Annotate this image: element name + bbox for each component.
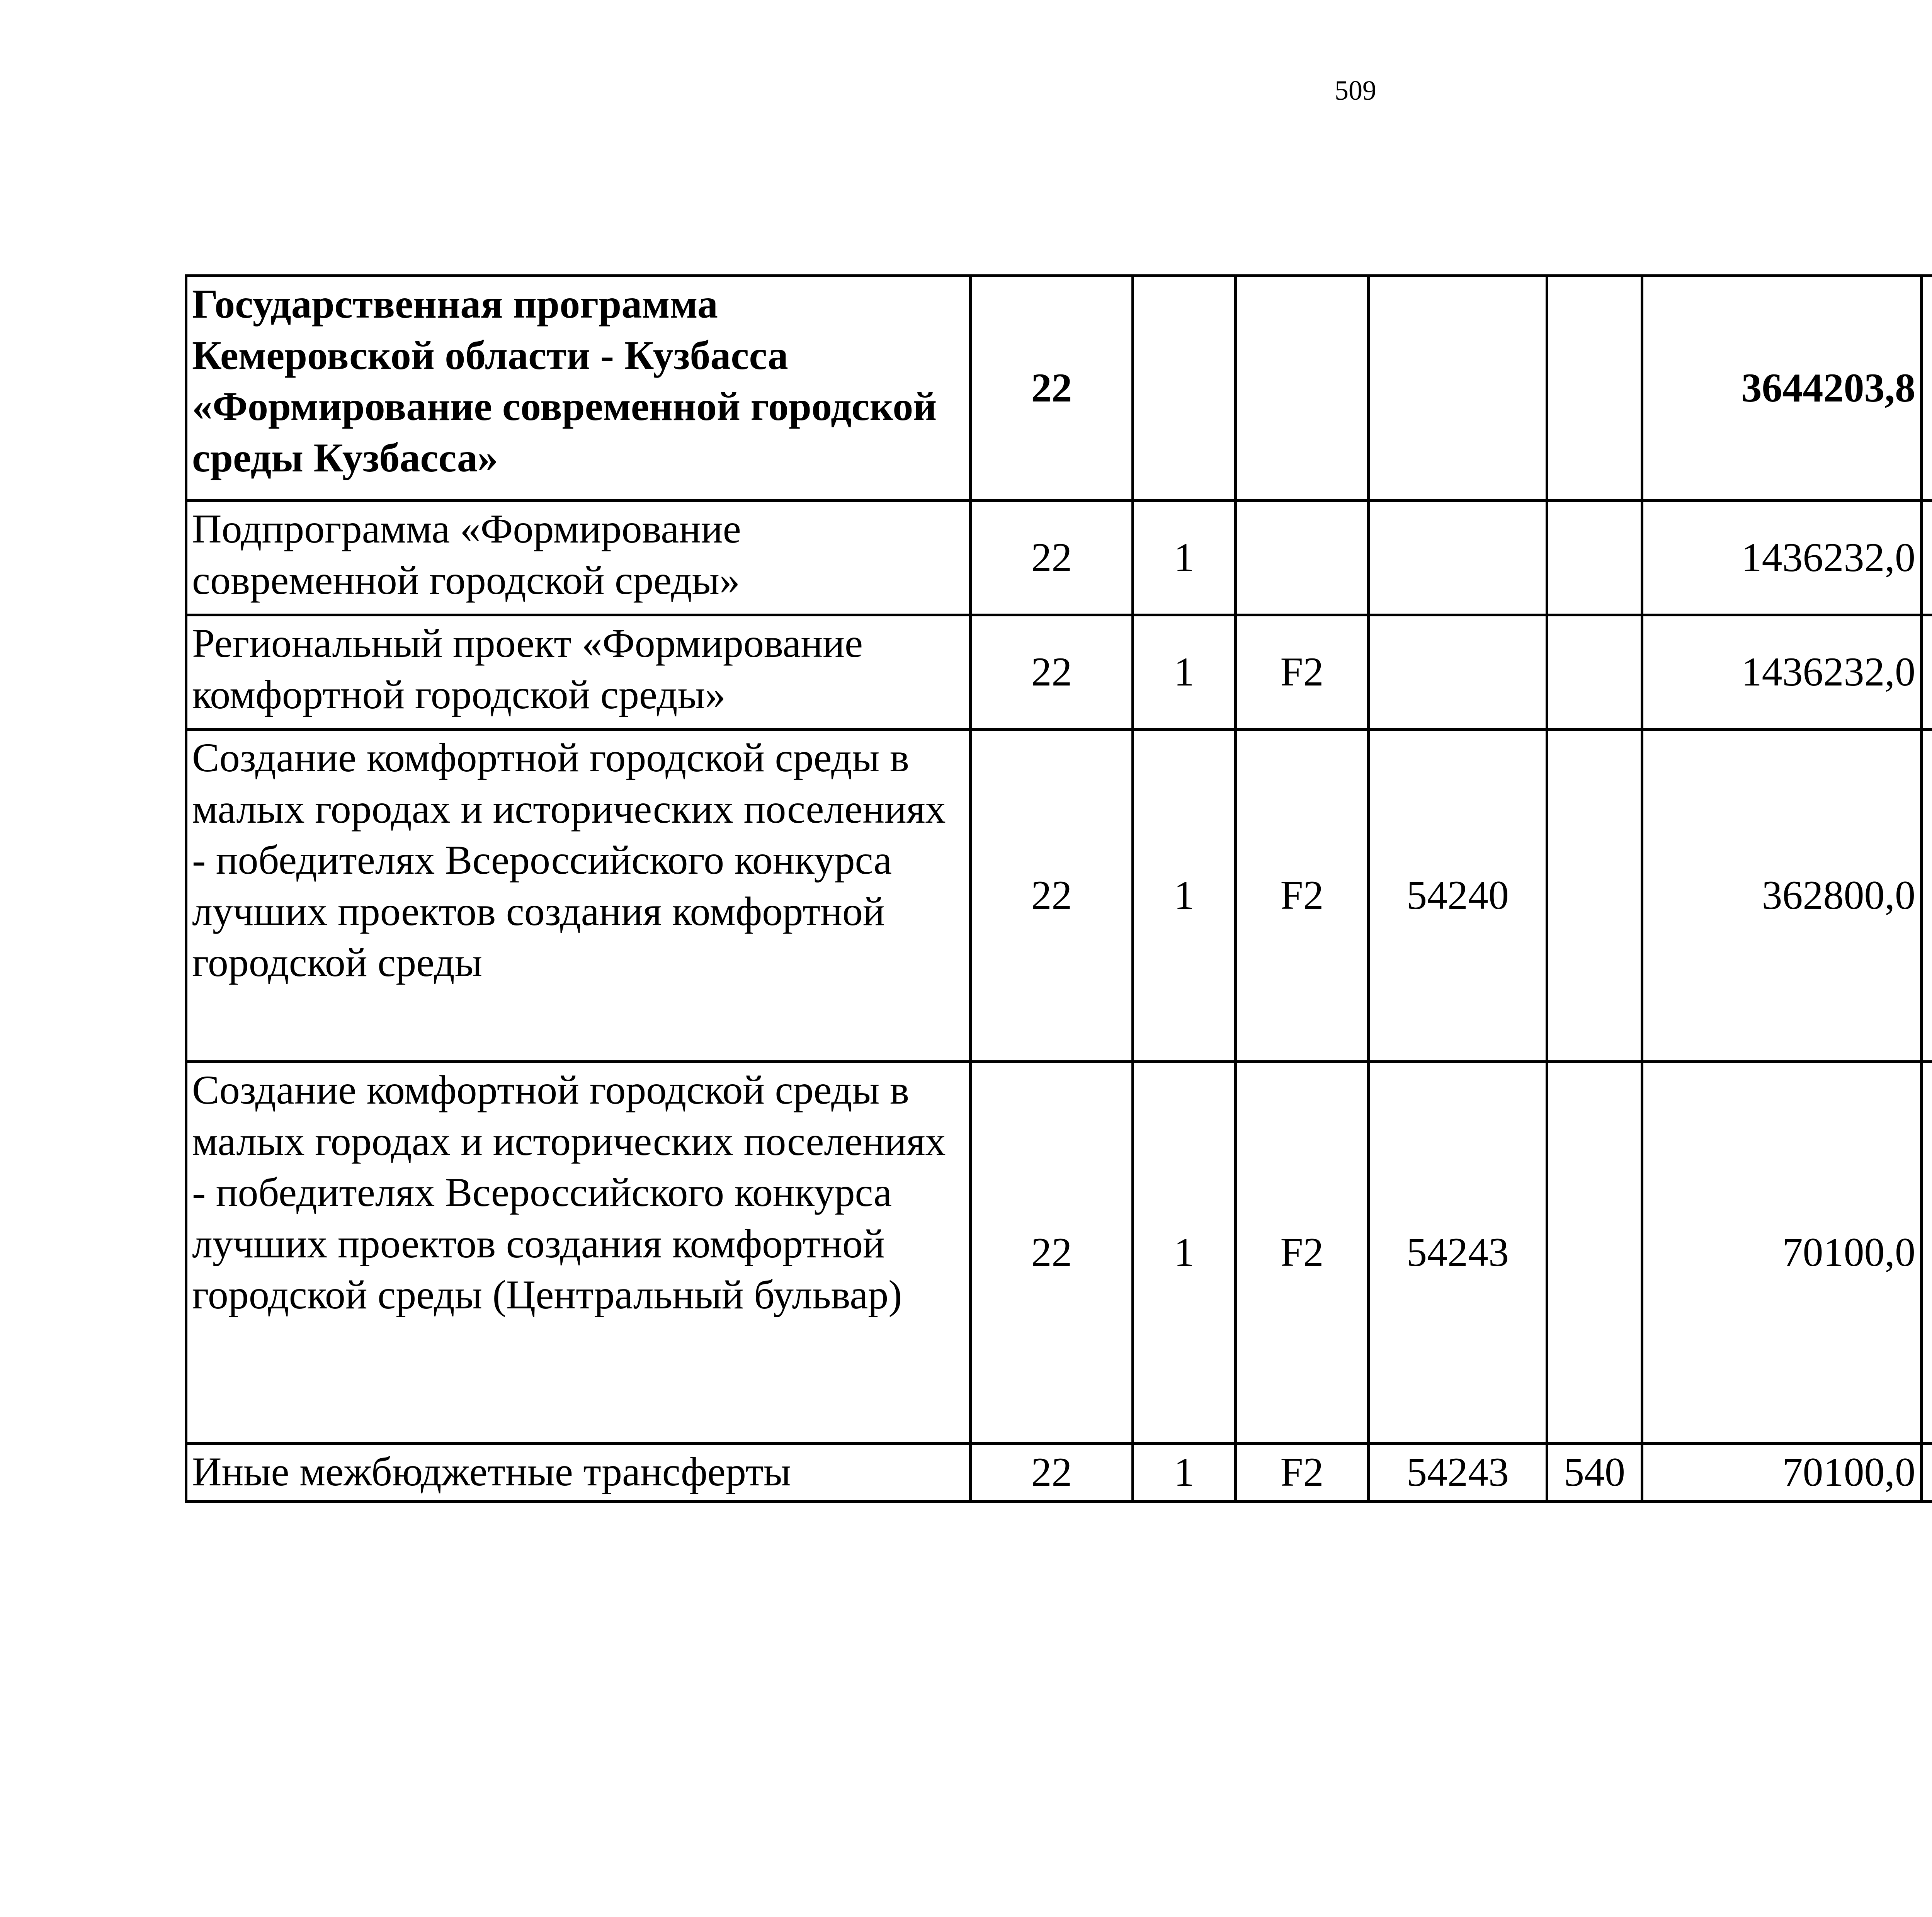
direction-code-cell: 54243 bbox=[1369, 1444, 1547, 1502]
budget-table bbox=[185, 274, 1932, 1503]
row-name: Государственная программа Кемеровской области - Кузбасса «Формирование современной городской среды Кузбасса» bbox=[186, 276, 971, 501]
program-code-cell: 22 bbox=[971, 730, 1133, 1062]
program-code-cell: 22 bbox=[971, 276, 1133, 501]
expense-type-cell bbox=[1547, 501, 1642, 615]
direction-code-cell bbox=[1369, 276, 1547, 501]
project-code-cell bbox=[1236, 276, 1369, 501]
amount-cell: 70100,0 bbox=[1642, 1444, 1922, 1502]
subprogram-code-cell: 1 bbox=[1133, 615, 1236, 730]
amount-cell bbox=[1922, 276, 1932, 501]
page-number: 509 bbox=[1335, 75, 1376, 106]
amount-cell: 3644203,8 bbox=[1642, 276, 1922, 501]
amount-cell bbox=[1922, 615, 1932, 730]
subprogram-code-cell bbox=[1133, 276, 1236, 501]
row-name: Региональный проект «Формирование комфортной городской среды» bbox=[186, 615, 971, 730]
project-code-cell: F2 bbox=[1236, 1062, 1369, 1444]
direction-code-cell: 54240 bbox=[1369, 730, 1547, 1062]
amount-cell bbox=[1922, 730, 1932, 1062]
table-row bbox=[186, 1444, 1932, 1502]
expense-type-cell bbox=[1547, 276, 1642, 501]
amount-cell bbox=[1922, 501, 1932, 615]
direction-code-cell: 54243 bbox=[1369, 1062, 1547, 1444]
subprogram-code-cell: 1 bbox=[1133, 1444, 1236, 1502]
amount-cell: 362800,0 bbox=[1642, 730, 1922, 1062]
expense-type-cell: 540 bbox=[1547, 1444, 1642, 1502]
expense-type-cell bbox=[1547, 730, 1642, 1062]
program-code-cell: 22 bbox=[971, 615, 1133, 730]
expense-type-cell bbox=[1547, 1062, 1642, 1444]
direction-code-cell bbox=[1369, 501, 1547, 615]
expense-type-cell bbox=[1547, 615, 1642, 730]
amount-cell bbox=[1922, 1062, 1932, 1444]
amount-cell: 1436232,0 bbox=[1642, 501, 1922, 615]
subprogram-code-cell: 1 bbox=[1133, 730, 1236, 1062]
project-code-cell: F2 bbox=[1236, 1444, 1369, 1502]
project-code-cell: F2 bbox=[1236, 615, 1369, 730]
table-row bbox=[186, 615, 1932, 730]
amount-cell: 1436232,0 bbox=[1642, 615, 1922, 730]
row-name: Подпрограмма «Формирование современной городской среды» bbox=[186, 501, 971, 615]
subprogram-code-cell: 1 bbox=[1133, 501, 1236, 615]
project-code-cell: F2 bbox=[1236, 730, 1369, 1062]
amount-cell bbox=[1922, 1444, 1932, 1502]
table-row bbox=[186, 501, 1932, 615]
table-row bbox=[186, 276, 1932, 501]
project-code-cell bbox=[1236, 501, 1369, 615]
amount-cell: 70100,0 bbox=[1642, 1062, 1922, 1444]
program-code-cell: 22 bbox=[971, 1444, 1133, 1502]
row-name: Создание комфортной городской среды в малых городах и исторических поселениях - победителях Всероссийского конкурса лучших проектов создания комфортной городской среды bbox=[186, 730, 971, 1062]
program-code-cell: 22 bbox=[971, 501, 1133, 615]
row-name: Иные межбюджетные трансферты bbox=[186, 1444, 971, 1502]
table-row bbox=[186, 1062, 1932, 1444]
table-row bbox=[186, 730, 1932, 1062]
direction-code-cell bbox=[1369, 615, 1547, 730]
subprogram-code-cell: 1 bbox=[1133, 1062, 1236, 1444]
program-code-cell: 22 bbox=[971, 1062, 1133, 1444]
row-name: Создание комфортной городской среды в малых городах и исторических поселениях - победителях Всероссийского конкурса лучших проектов создания комфортной городской среды (Центральный бульвар) bbox=[186, 1062, 971, 1444]
